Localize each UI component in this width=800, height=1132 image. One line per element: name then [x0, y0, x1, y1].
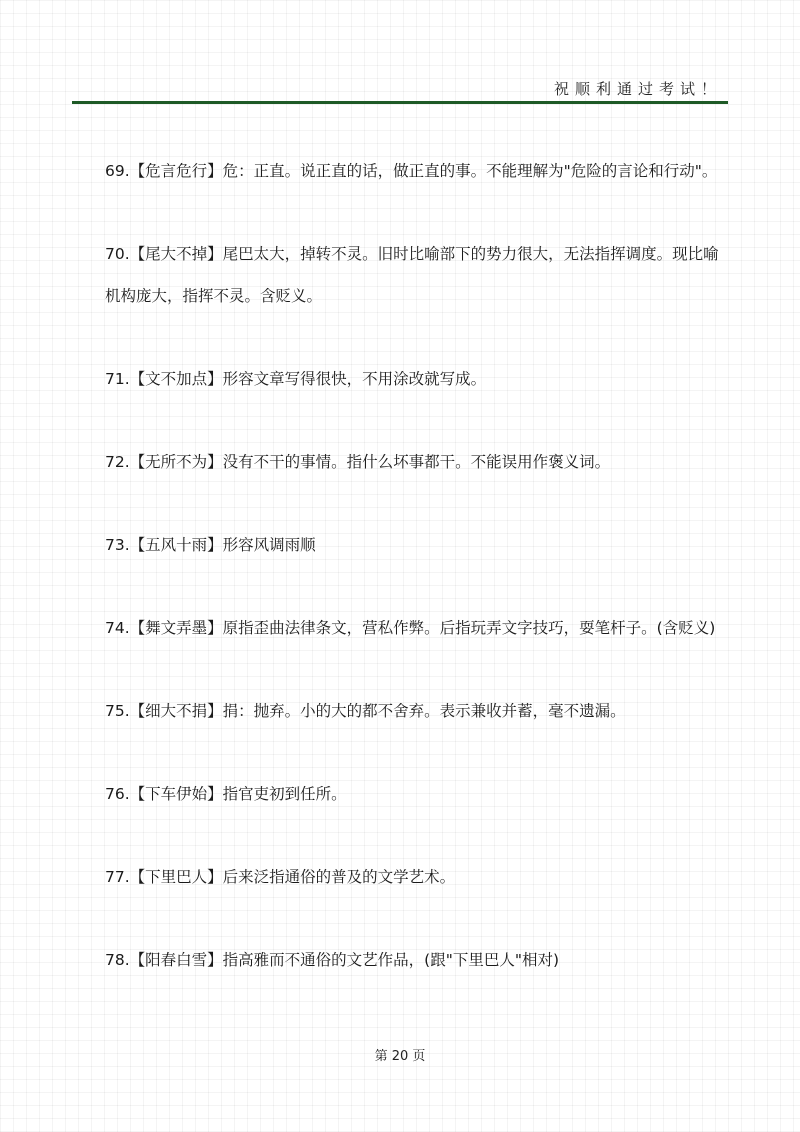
idiom-entry-75 [105, 690, 730, 732]
entry-number: 71. [105, 370, 130, 388]
idiom-entry-69 [105, 150, 730, 192]
idiom-entry-72 [105, 441, 730, 483]
entry-definition: 指高雅而不通俗的文艺作品，(跟"下里巴人"相对) [222, 951, 560, 969]
entry-term: 【阳春白雪】 [129, 951, 223, 969]
entry-term: 【下车伊始】 [129, 785, 223, 803]
idiom-list [105, 150, 730, 1022]
entry-term: 【下里巴人】 [129, 868, 223, 886]
entry-term: 【尾大不掉】 [129, 245, 223, 263]
entry-number: 75. [105, 702, 130, 720]
idiom-entry-76 [105, 773, 730, 815]
entry-number: 74. [105, 619, 130, 637]
entry-definition: 原指歪曲法律条文，营私作弊。后指玩弄文字技巧，耍笔杆子。(含贬义) [222, 619, 716, 637]
entry-definition: 捐：抛弃。小的大的都不舍弃。表示兼收并蓄，毫不遗漏。 [222, 702, 626, 720]
entry-definition: 尾巴太大，掉转不灵。旧时比喻部下的势力很大，无法指挥调度。现比喻机构庞大，指挥不灵。含贬义。 [105, 245, 719, 305]
entry-number: 76. [105, 785, 130, 803]
entry-definition: 后来泛指通俗的普及的文学艺术。 [222, 868, 456, 886]
entry-term: 【细大不捐】 [129, 702, 223, 720]
entry-definition: 危：正直。说正直的话，做正直的事。不能理解为"危险的言论和行动"。 [222, 162, 718, 180]
entry-term: 【舞文弄墨】 [129, 619, 223, 637]
entry-definition: 形容文章写得很快，不用涂改就写成。 [222, 370, 487, 388]
entry-number: 72. [105, 453, 130, 471]
idiom-entry-70 [105, 233, 730, 317]
entry-term: 【五风十雨】 [129, 536, 223, 554]
idiom-entry-78 [105, 939, 730, 981]
idiom-entry-71 [105, 358, 730, 400]
header-divider [72, 101, 728, 104]
entry-definition: 指官吏初到任所。 [222, 785, 347, 803]
entry-definition: 形容风调雨顺 [222, 536, 316, 554]
entry-term: 【危言危行】 [129, 162, 223, 180]
page-number: 第 20 页 [374, 1049, 426, 1064]
entry-number: 77. [105, 868, 130, 886]
entry-term: 【无所不为】 [129, 453, 223, 471]
entry-definition: 没有不干的事情。指什么坏事都干。不能误用作褒义词。 [222, 453, 611, 471]
entry-term: 【文不加点】 [129, 370, 223, 388]
entry-number: 69. [105, 162, 130, 180]
entry-number: 70. [105, 245, 130, 263]
entry-number: 78. [105, 951, 130, 969]
idiom-entry-77 [105, 856, 730, 898]
idiom-entry-73 [105, 524, 730, 566]
entry-number: 73. [105, 536, 130, 554]
idiom-entry-74 [105, 607, 730, 649]
header-slogan: 祝顺利通过考试！ [553, 80, 722, 98]
